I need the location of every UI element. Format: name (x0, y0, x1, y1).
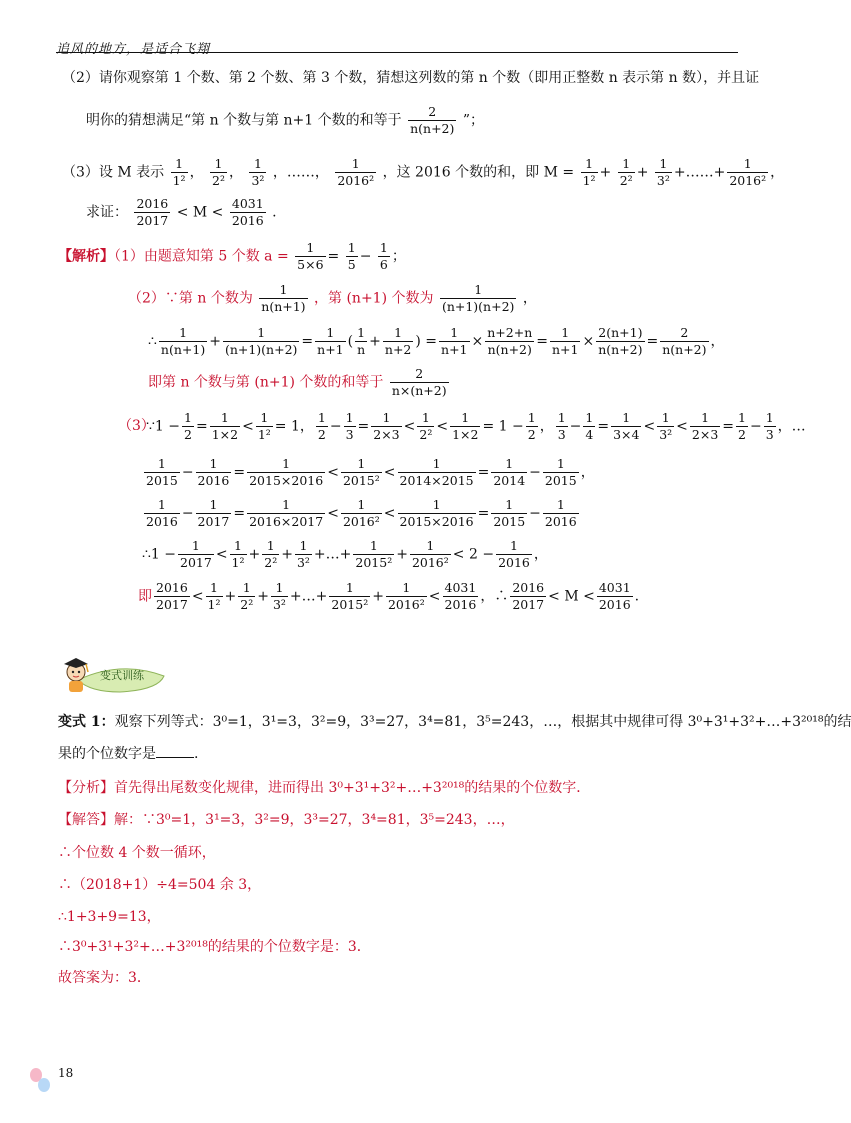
fraction: $\frac{1}{\text{2015²}}$ (331, 580, 369, 612)
math-token: + (369, 333, 381, 350)
fraction: $\frac{1}{3}$ (557, 410, 566, 442)
fraction: $\frac{1}{2}$ (527, 410, 536, 442)
q3-prefix: （3）设 M 表示 (62, 164, 165, 181)
math-token: < (383, 505, 396, 522)
fraction: $\frac{1}{3}$ (765, 410, 774, 442)
math-token: − (569, 418, 582, 435)
math-token: − (749, 418, 762, 435)
solution-part1: 【解析】（1）由题意知第 5 个数 a = $\frac{1}{5\times 6}$ = $\frac{1}{5}$ − $\frac{1}{6}$ ； (58, 240, 406, 272)
math-token: = (536, 333, 548, 350)
q2-line2-end: ”； (462, 112, 484, 129)
practice-question-line1 (58, 714, 851, 731)
p3-label: （3） (118, 418, 155, 434)
fraction: $\frac{1}{\text{2²}}$ (240, 580, 254, 612)
math-token: ， (533, 546, 548, 563)
fraction: $\frac{1}{\text{1²}}$ (231, 538, 245, 570)
fraction: $\frac{1}{\text{2015²}}$ (342, 456, 380, 488)
practice-answer-line-6: 故答案为：3． (58, 970, 151, 986)
math-token: < (215, 546, 228, 563)
math-token: < M < (548, 588, 595, 605)
math-token: = 1 − (482, 418, 524, 435)
balloon-icon (38, 1078, 50, 1092)
fraction: $\frac{1}{n+1}$ (552, 325, 579, 357)
p2-frac-1: $\frac{1}{n(n+1)}$ (261, 282, 306, 314)
math-token: < (403, 418, 416, 435)
fraction: $\frac{1}{2}$ (738, 410, 746, 442)
fraction: $\frac{2016}{2017}$ (512, 580, 545, 612)
q3-item-2: $\frac{1}{\text{2²}}$ (212, 156, 225, 188)
fraction: $\frac{1}{2017}$ (197, 497, 230, 529)
fraction: $\frac{1}{2015}$ (544, 456, 577, 488)
math-token: +…+ (313, 546, 352, 563)
fraction: $\frac{1}{1\times 2}$ (211, 410, 239, 442)
math-token: ， (539, 418, 554, 435)
solution-part2-conclusion (148, 366, 451, 399)
math-token: = (301, 333, 314, 350)
fraction: $\frac{1}{\text{2016²}}$ (387, 580, 425, 612)
math-token: − (329, 418, 342, 435)
fraction: $\frac{1}{\text{2²}}$ (419, 410, 433, 442)
math-token: < (191, 588, 204, 605)
math-token: ) = (415, 333, 438, 350)
answer-blank[interactable] (156, 757, 194, 758)
math-token: = (233, 464, 246, 481)
q3-sum-3: $\frac{1}{\text{3²}}$ (656, 156, 670, 188)
p3-line2 (142, 456, 595, 489)
q3-item-3: $\frac{1}{\text{3²}}$ (251, 156, 265, 188)
q3-prove-label: 求证： (86, 204, 128, 221)
fraction: $\frac{1}{2014\times 2015}$ (399, 456, 474, 488)
practice-analysis (58, 780, 590, 797)
p2-conclusion-frac: $\frac{2}{n\times(n+2)}$ (391, 366, 447, 398)
math-token: + (396, 546, 408, 563)
p1-frac-1: $\frac{1}{5\times 6}$ (297, 240, 324, 272)
math-token: − (529, 505, 541, 522)
fraction: $\frac{1}{2016}$ (544, 497, 577, 529)
math-token: ∵1 − (146, 418, 180, 435)
fraction: $\frac{1}{n+2}$ (384, 325, 412, 357)
p3-line4 (142, 538, 548, 571)
practice-answer-line-1 (58, 812, 515, 829)
q3-sum-4: $\frac{1}{\text{2016²}}$ (729, 156, 767, 188)
fraction: $\frac{1}{\text{3²}}$ (296, 538, 310, 570)
header-motto: 追风的地方，是适合飞翔 (56, 42, 211, 57)
math-token: < (242, 418, 254, 435)
q3-ellipsis: ，……， (272, 164, 329, 181)
math-token: < (676, 418, 688, 435)
p1-frac-3: $\frac{1}{6}$ (379, 240, 388, 272)
fraction: $\frac{1}{\text{2016²}}$ (342, 497, 380, 529)
q3-lhs: $\frac{2016}{2017}$ (136, 196, 169, 228)
q2-fraction: $\frac{2}{n(n+2)}$ (410, 104, 455, 136)
fraction: $\frac{1}{2014}$ (493, 456, 526, 488)
fraction: $\frac{2016}{2017}$ (156, 580, 188, 612)
fraction: $\frac{1}{2015}$ (493, 497, 526, 529)
q3-sum-1: $\frac{1}{\text{1²}}$ (582, 156, 596, 188)
math-token: ，∴ (480, 588, 509, 605)
q2-line2-text: 明你的猜想满足“第 n 个数与第 n+1 个数的和等于 (86, 112, 402, 129)
q3-sum-tail: +……+ (673, 164, 726, 181)
fraction: $\frac{4031}{2016}$ (598, 580, 631, 612)
fraction: $\frac{1}{3}$ (345, 410, 354, 442)
fraction: $\frac{1}{2016}$ (498, 538, 530, 570)
fraction: $\frac{1}{2}$ (317, 410, 326, 442)
answer-label: 【解答】 (58, 812, 114, 828)
math-token: − (181, 464, 194, 481)
math-token: = (477, 464, 490, 481)
fraction: $\frac{1}{\text{1²}}$ (207, 580, 221, 612)
fraction: $\frac{1}{3\times 4}$ (613, 410, 640, 442)
practice-answer-line-2: ∴个位数 4 个数一循环， (58, 845, 216, 861)
fraction: $\frac{2}{n(n+2)}$ (662, 325, 707, 357)
q3-prove (86, 196, 277, 229)
q3-item-1: $\frac{1}{\text{1²}}$ (172, 156, 186, 188)
math-token: = (233, 505, 246, 522)
practice-question-line2 (58, 746, 198, 763)
math-token: = (195, 418, 208, 435)
math-token: ∴1 − (142, 546, 176, 563)
fraction: $\frac{1}{4}$ (585, 410, 594, 442)
math-token: ， (580, 464, 595, 481)
fraction: $\frac{4031}{2016}$ (444, 580, 477, 612)
q3-mid: ，这 2016 个数的和，即 M = (382, 164, 575, 181)
math-token: − (181, 505, 194, 522)
practice-q-line2-text: 果的个位数字是 (58, 746, 156, 762)
fraction: $\frac{1}{\text{2015²}}$ (355, 538, 393, 570)
q3-rhs: $\frac{4031}{2016}$ (231, 196, 264, 228)
practice-answer-line-3: ∴（2018+1）÷4=504 余 3， (58, 877, 262, 893)
fraction: $\frac{1}{\text{3²}}$ (659, 410, 673, 442)
fraction: $\frac{1}{(n+1)(n+2)}$ (224, 325, 298, 357)
math-token: < (428, 588, 441, 605)
q3-item-4: $\frac{1}{\text{2016²}}$ (337, 156, 375, 188)
practice-answer-line-5: ∴3⁰+3¹+3²+…+3²⁰¹⁸的结果的个位数字是：3． (58, 939, 371, 955)
math-token: = (477, 505, 490, 522)
p2-conclusion-text: 即第 n 个数与第 (n+1) 个数的和等于 (148, 374, 384, 391)
practice-badge (60, 650, 170, 696)
math-token: . (634, 588, 640, 605)
fraction: $\frac{1}{2\times 3}$ (691, 410, 719, 442)
fraction: $\frac{1}{2}$ (184, 410, 192, 442)
solution-eq-line (148, 325, 725, 358)
q3-sum-2: $\frac{1}{\text{2²}}$ (619, 156, 633, 188)
math-token: +…+ (289, 588, 328, 605)
math-token: < (436, 418, 449, 435)
solution-p1-text: （1）由题意知第 5 个数 a = (114, 248, 289, 265)
math-token: ( (347, 333, 354, 350)
p1-frac-2: $\frac{1}{5}$ (347, 240, 356, 272)
fraction: $\frac{1}{2\times 3}$ (373, 410, 400, 442)
math-token: = (722, 418, 735, 435)
math-token: < (643, 418, 656, 435)
math-token: + (209, 333, 221, 350)
q3-rel: < M < (176, 204, 224, 221)
fraction: $\frac{1}{2017}$ (180, 538, 212, 570)
fraction: $\frac{1}{2015\times 2016}$ (399, 497, 474, 529)
fraction: $\frac{1}{1\times 2}$ (452, 410, 479, 442)
math-token: < (383, 464, 396, 481)
math-token: + (281, 546, 293, 563)
q2-line2 (86, 104, 484, 137)
practice-answer-line-4: ∴1+3+9=13， (58, 909, 161, 925)
fraction: $\frac{1}{n(n+1)}$ (160, 325, 206, 357)
fraction: $\frac{1}{2015\times 2016}$ (249, 456, 324, 488)
math-token: ∴ (148, 333, 157, 350)
math-token: × (471, 333, 484, 350)
solution-part2-intro (128, 282, 537, 315)
practice-badge-label: 变式训练 (100, 669, 144, 682)
answer-line-text: 解：∵3⁰=1，3¹=3，3²=9，3³=27，3⁴=81，3⁵=243，…， (114, 812, 515, 828)
math-token: + (248, 546, 261, 563)
math-token: − (529, 464, 541, 481)
math-token: + (257, 588, 269, 605)
math-token: < (327, 505, 339, 522)
math-token: = (597, 418, 610, 435)
fraction: $\frac{1}{n+1}$ (441, 325, 468, 357)
fraction: $\frac{1}{2016}$ (146, 497, 178, 529)
fraction: $\frac{n+2+n}{n(n+2)}$ (487, 325, 533, 357)
analysis-label: 【分析】 (58, 780, 114, 796)
analysis-text: 首先得出尾数变化规律，进而得出 3⁰+3¹+3²+…+3²⁰¹⁸的结果的个位数字． (114, 780, 591, 796)
math-token: + (372, 588, 384, 605)
math-token: × (582, 333, 595, 350)
fraction: $\frac{1}{n}$ (357, 325, 366, 357)
fraction: $\frac{1}{2016}$ (197, 456, 230, 488)
q2-line1: （2）请你观察第 1 个数、第 2 个数、第 3 个数，猜想这列数的第 n 个数（即用正整数 n 表示第 n 数），并且证 (62, 70, 760, 86)
p2-frac-2: $\frac{1}{(n+1)(n+2)}$ (441, 282, 515, 314)
fraction: $\frac{1}{2015}$ (146, 456, 178, 488)
solution-label: 【解析】 (58, 248, 114, 265)
fraction: $\frac{1}{\text{2016²}}$ (411, 538, 449, 570)
page-number: 18 (58, 1066, 74, 1080)
math-token: ，… (777, 418, 806, 435)
p3-line5 (138, 580, 639, 613)
math-token: ， (710, 333, 725, 350)
math-token: = (357, 418, 370, 435)
fraction: $\frac{1}{\text{1²}}$ (257, 410, 271, 442)
header-rule (56, 52, 738, 53)
fraction: $\frac{2(n+1)}{n(n+2)}$ (598, 325, 643, 357)
q3-period: . (272, 204, 277, 221)
p2-text-a: （2）∵第 n 个数为 (128, 290, 253, 307)
fraction: $\frac{1}{\text{2²}}$ (264, 538, 278, 570)
p3-line1 (146, 410, 806, 443)
math-token: + (224, 588, 237, 605)
fraction: $\frac{1}{n+1}$ (317, 325, 344, 357)
p3-line3 (142, 497, 581, 530)
math-token: 即 (138, 588, 152, 605)
math-token: = 1， (274, 418, 314, 435)
math-token: < 2 − (452, 546, 495, 563)
practice-q-line1-text: 观察下列等式：3⁰=1，3¹=3，3²=9，3³=27，3⁴=81，3⁵=243，…，根据其中规律可得 3⁰+3¹+3²+…+3²⁰¹⁸的结 (114, 714, 851, 730)
math-token: = (646, 333, 659, 350)
fraction: $\frac{1}{\text{3²}}$ (272, 580, 286, 612)
p2-text-c: ， (522, 290, 537, 307)
practice-q-line2-end: . (194, 746, 199, 762)
practice-title: 变式 1： (58, 714, 115, 730)
math-token: < (327, 464, 339, 481)
fraction: $\frac{1}{2016\times 2017}$ (249, 497, 324, 529)
p2-text-b: ，第 (n+1) 个数为 (314, 290, 434, 307)
q3-line1: （3）设 M 表示 $\frac{1}{\text{1²}}$ ， $\frac{1}{\text{2²}}$ ， $\frac{1}{\text{3²}}$ ，……， $\frac{1}{\text{2016²}}$ ，这 2016 个数的和，即 M = $\frac{1}{\text{1²}}$ + $\frac{1}{\text{2²}}$ + $\frac{1}{\text{3²}}$ +……+ $\frac{1}{\text{2016²}}$ ， (62, 156, 785, 188)
